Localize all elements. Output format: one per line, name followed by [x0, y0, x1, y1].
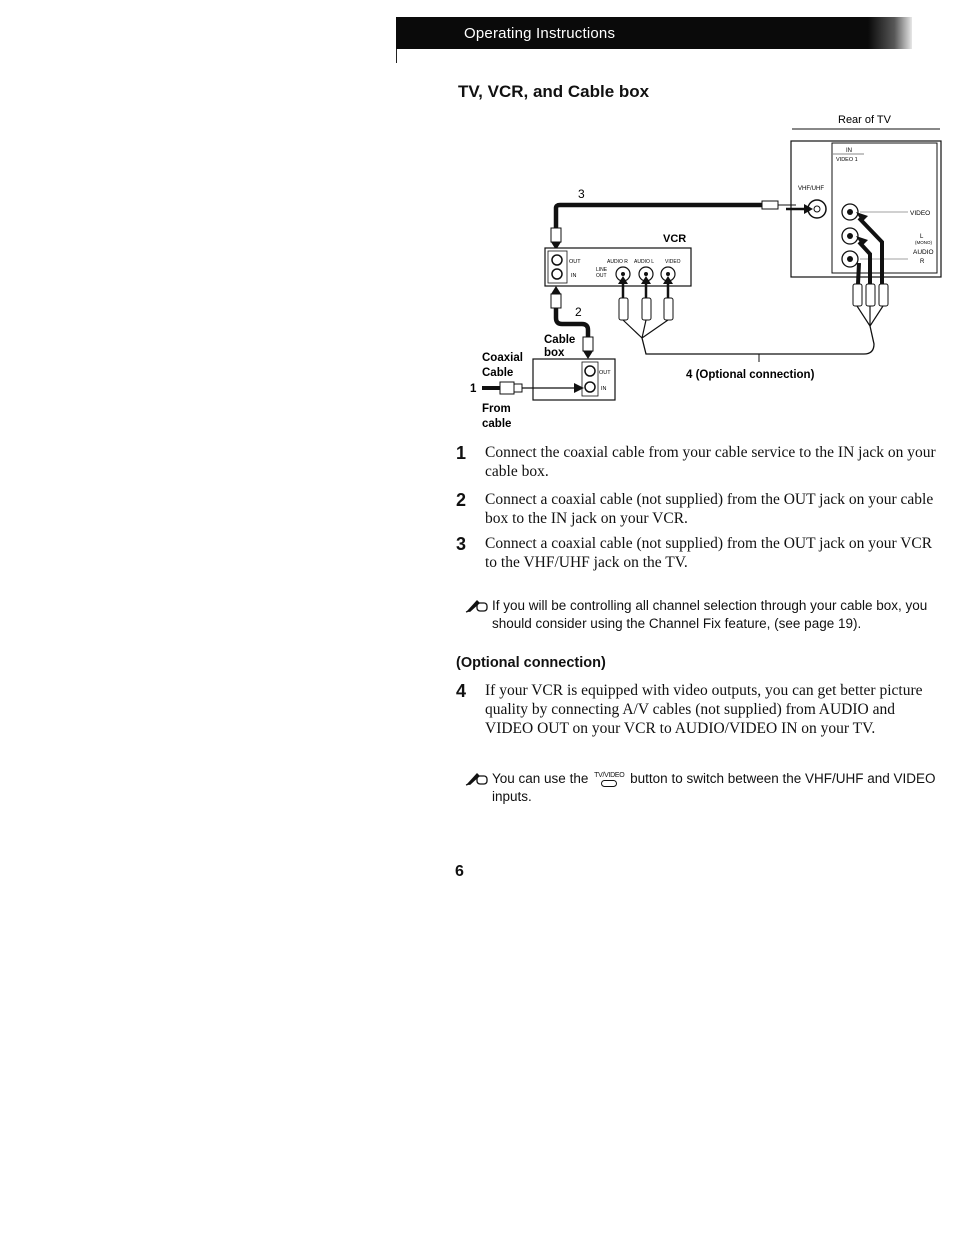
cable-box-in-jack: [585, 382, 595, 392]
step-3: [456, 534, 942, 572]
cable-box-label-1: Cable: [544, 334, 576, 346]
tv-video1-label: VIDEO 1: [836, 157, 858, 163]
tv-audio-r-jack-center: [847, 256, 853, 262]
note-pencil-icon: [464, 770, 488, 786]
tv-rca-plug-2: [866, 284, 875, 306]
page-number: 6: [455, 863, 464, 880]
cable-1-connector: [500, 382, 514, 394]
tv-video-button-label: TV/VIDEO: [594, 771, 625, 779]
vcr-video-label: VIDEO: [665, 259, 681, 265]
note-channel-fix: [464, 597, 940, 633]
vcr-video-jack-center: [666, 272, 670, 276]
step-4-number: 4: [456, 681, 467, 701]
tv-rca-cable-merge: [857, 306, 883, 326]
header-fade: [868, 17, 912, 49]
tv-in-label: IN: [846, 148, 852, 154]
step-1-number: 1: [456, 443, 467, 463]
vcr-rca-plug-1: [619, 298, 628, 320]
tv-audio-label: AUDIO: [913, 249, 934, 256]
step-3-text: Connect a coaxial cable (not supplied) from the OUT jack on your VCR to the VHF/UHF jack on the TV.: [485, 535, 933, 571]
vcr-rca-plug-3: [664, 298, 673, 320]
cable-box-out-label: OUT: [599, 370, 611, 376]
tv-video-jack-center: [847, 209, 853, 215]
tv-vhfuhf-label: VHF/UHF: [798, 186, 824, 192]
cable-box-out-plug: [583, 337, 593, 351]
vcr-out-label: OUT: [569, 259, 581, 265]
cable-box: [533, 359, 615, 400]
connection-diagram: [470, 108, 944, 438]
vcr-audio-l-label: AUDIO L: [634, 259, 655, 265]
cable-3-plug: [762, 201, 778, 209]
tv-vhfuhf-jack-center: [814, 206, 820, 212]
step-1: [456, 443, 942, 481]
header-tick: [396, 49, 397, 63]
tv-audio-l-jack-center: [847, 233, 853, 239]
optional-cable-right: [650, 326, 874, 354]
note-tv-video: [464, 770, 940, 806]
vcr-out-jack: [552, 255, 562, 265]
tv-video-label: VIDEO: [910, 210, 931, 217]
num-2-label: 2: [575, 305, 582, 319]
header-bar: [396, 17, 912, 49]
vcr-rca-cable-merge: [623, 320, 668, 338]
vcr-in-plug: [551, 294, 561, 308]
tv-r-label: R: [920, 259, 925, 265]
tv-l-label: L: [920, 234, 924, 240]
from-cable-label-1: From: [482, 403, 511, 415]
vcr-out-plug: [551, 228, 561, 242]
cable-1-connector-tip: [514, 384, 522, 392]
vcr-label: VCR: [663, 233, 687, 245]
optional-cable-left: [642, 338, 650, 354]
note-channel-fix-text: If you will be controlling all channel selection through your cable box, you should consider using the Channel Fix feature, (see page 19).: [492, 598, 928, 631]
step-3-number: 3: [456, 534, 467, 554]
vcr-line-label: LINE: [596, 267, 608, 273]
note-tv-video-text: [492, 770, 940, 806]
vcr-in-arrowhead: [551, 286, 561, 294]
tv-rca-plug-1: [853, 284, 862, 306]
cable-3: [556, 205, 762, 236]
tv-mono-label: (MONO): [915, 240, 932, 245]
vcr-in-label: IN: [571, 273, 577, 279]
tv-video-button-pill: [601, 780, 617, 787]
vcr-audio-r-label: AUDIO R: [607, 259, 628, 265]
step-4: [456, 681, 942, 738]
coaxial-label-2: Cable: [482, 367, 514, 379]
vcr-line-out-label: OUT: [596, 273, 607, 279]
tv-video-button-icon: [594, 772, 624, 787]
rear-of-tv-label: Rear of TV: [838, 114, 891, 126]
coaxial-label-1: Coaxial: [482, 352, 523, 364]
vcr-rca-plug-2: [642, 298, 651, 320]
step-4-text: If your VCR is equipped with video outputs, you can get better picture quality by connecting A/V cables (not supplied) from AUDIO and VIDEO OUT on your VCR to AUDIO/VIDEO IN on your TV.: [485, 682, 923, 737]
vcr-audio-r-jack-center: [621, 272, 625, 276]
note-tv-video-before: You can use the: [492, 771, 589, 786]
step-2: [456, 490, 942, 528]
section-title: TV, VCR, and Cable box: [458, 82, 650, 101]
step-2-number: 2: [456, 490, 467, 510]
cable-box-out-jack: [585, 366, 595, 376]
optional-connection-label: 4 (Optional connection): [686, 369, 815, 381]
cable-box-label-2: box: [544, 347, 565, 359]
from-cable-label-2: cable: [482, 418, 512, 430]
step-2-text: Connect a coaxial cable (not supplied) from the OUT jack on your cable box to the IN jack on your VCR.: [485, 491, 934, 527]
note-tv-video-after: button to switch between the VHF/UHF and VIDEO inputs.: [492, 771, 936, 804]
step-1-text: Connect the coaxial cable from your cable service to the IN jack on your cable box.: [485, 444, 936, 480]
cable-box-in-label: IN: [601, 386, 607, 392]
num-1-label: 1: [470, 383, 477, 395]
tv-rca-plug-3: [879, 284, 888, 306]
optional-connection-title: (Optional connection): [456, 655, 606, 671]
tv-audio-r-arrow: [858, 263, 859, 284]
header-title: Operating Instructions: [464, 24, 616, 42]
cable-box-out-arrowhead: [583, 351, 593, 359]
vcr-in-jack: [552, 269, 562, 279]
vcr-audio-l-jack-center: [644, 272, 648, 276]
num-3-label: 3: [578, 187, 585, 201]
note-pencil-icon: [464, 597, 488, 613]
